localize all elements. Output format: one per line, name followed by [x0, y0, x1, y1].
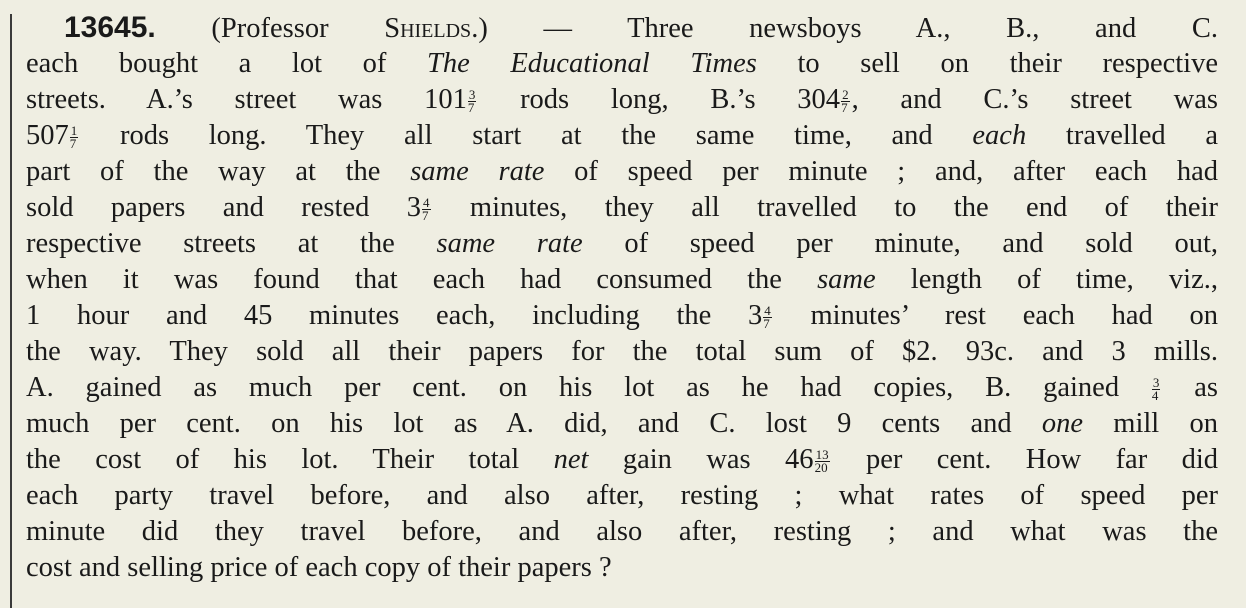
text-line: each party travel before, and also after, resting ; what rates of speed per [26, 480, 1218, 511]
text-line: respective streets at the same rate of speed per minute, and sold out, [26, 228, 1218, 259]
text-line: the way. They sold all their papers for the total sum of $2. 93c. and 3 mills. [26, 336, 1218, 367]
text-line: the cost of his lot. Their total net gain was 46 $\frac{13}{20}$ per cent. How far did [26, 444, 1219, 475]
text-line: streets. A.’s street was 101 $\frac{3}{7}$ rods long, B.’s 304 $\frac{2}{7}$ , and C.’s street was [26, 84, 1218, 115]
text-line: sold papers and rested 3 $\frac{4}{7}$ minutes, they all travelled to the end of their [26, 192, 1218, 223]
text-line: each bought a lot of The Educational Times to sell on their respective [26, 48, 1218, 79]
fraction: $\frac{4}{7}$ [422, 194, 430, 223]
margin-rule [10, 14, 12, 608]
fraction: $\frac{2}{7}$ [841, 86, 849, 115]
fraction: $\frac{4}{7}$ [763, 302, 771, 331]
journal-title: The Educational Times [427, 48, 757, 79]
fraction: $\frac{13}{20}$ [814, 446, 829, 475]
problem-text [26, 10, 1218, 586]
text-line: much per cent. on his lot as A. did, and C. lost 9 cents and one mill on [26, 408, 1218, 439]
text-line: 13645. (Professor Shields.) — Three newsboys A., B., and C. [64, 11, 1218, 44]
text-line: part of the way at the same rate of speed per minute ; and, after each had [26, 156, 1219, 187]
text-line: minute did they travel before, and also after, resting ; and what was the [26, 516, 1218, 547]
problem-number: 13645. [64, 11, 156, 44]
fraction: $\frac{1}{7}$ [69, 122, 78, 151]
text-line: when it was found that each had consumed the same length of time, viz., [26, 264, 1219, 295]
text-line: 507 $\frac{1}{7}$ rods long. They all start at the same time, and each travelled a [26, 120, 1218, 151]
author-name: Shields [384, 13, 472, 44]
fraction: $\frac{3}{7}$ [467, 86, 476, 115]
fraction: $\frac{3}{4}$ [1151, 374, 1160, 403]
text-line: cost and selling price of each copy of their papers ? [26, 552, 612, 583]
text-line: A. gained as much per cent. on his lot as he had copies, B. gained $\frac{3}{4}$ as [26, 372, 1218, 403]
text-line: 1 hour and 45 minutes each, including the 3 $\frac{4}{7}$ minutes’ rest each had on [26, 300, 1218, 331]
